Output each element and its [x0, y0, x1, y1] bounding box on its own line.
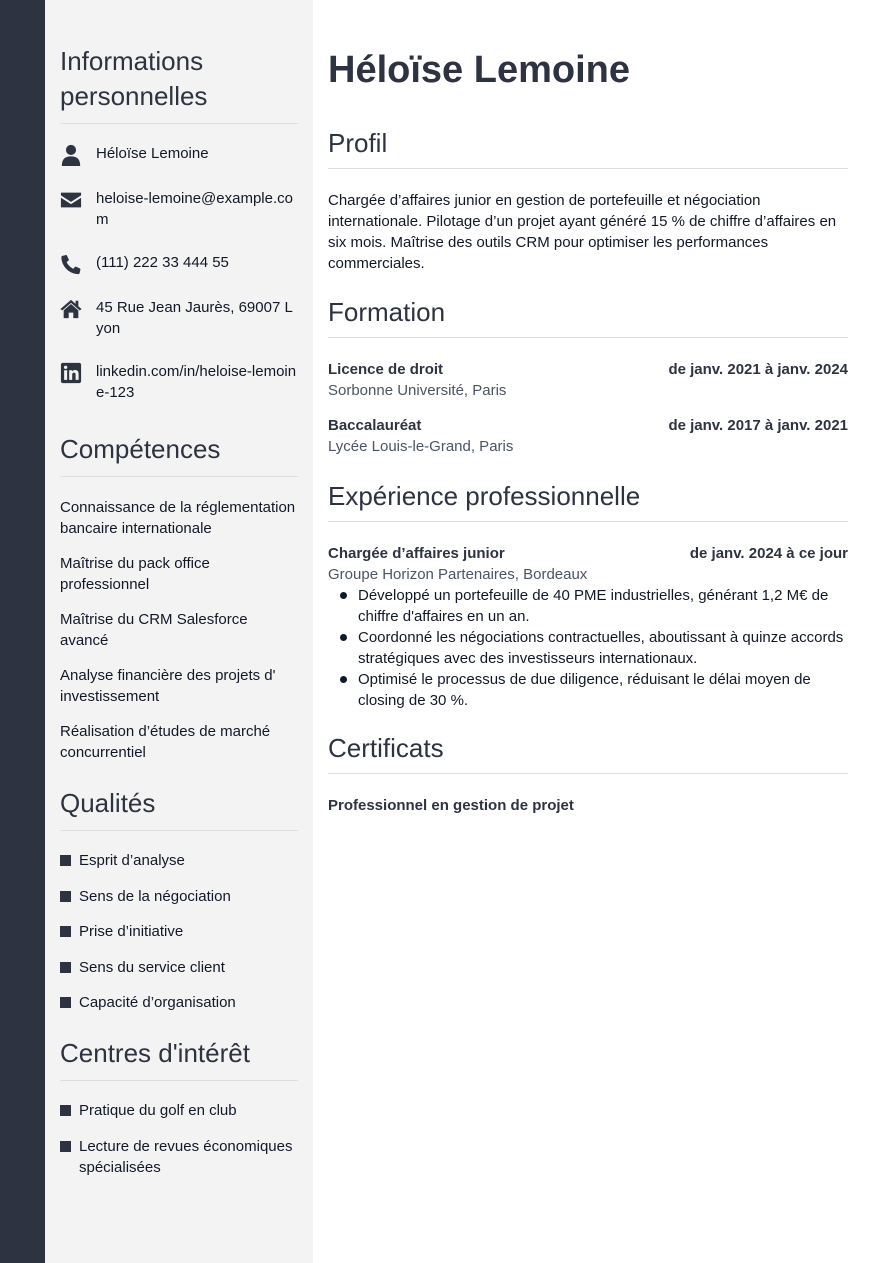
qualities-heading: Qualités: [60, 786, 298, 831]
contact-name: Héloïse Lemoine: [96, 145, 209, 162]
square-bullet-icon: [60, 1141, 71, 1152]
square-bullet-icon: [60, 855, 71, 866]
phone-icon: [60, 252, 96, 276]
personal-info-heading: Informations personnelles: [60, 44, 298, 124]
square-bullet-icon: [60, 962, 71, 973]
square-bullet-icon: [60, 891, 71, 902]
contact-email[interactable]: heloise-lemoine@example.com: [96, 190, 293, 228]
contact-linkedin-row: [60, 361, 298, 403]
experience-company: Groupe Horizon Partenaires, Bordeaux: [328, 566, 588, 583]
quality-item: Sens du service client: [60, 957, 225, 978]
experience-bullet: Optimisé le processus de due diligence, réduisant le délai moyen de closing de 30 %.: [328, 669, 848, 711]
contact-name-row: [60, 143, 298, 167]
square-bullet-icon: [60, 926, 71, 937]
envelope-icon: [60, 188, 96, 212]
education-school: Sorbonne Université, Paris: [328, 382, 507, 399]
contact-email-row: [60, 188, 298, 230]
quality-item: Capacité d’organisation: [60, 992, 236, 1013]
square-bullet-icon: [60, 1105, 71, 1116]
square-bullet-icon: [60, 997, 71, 1008]
contact-phone-row: [60, 252, 298, 276]
experience-dates: de janv. 2024 à ce jour: [689, 545, 848, 562]
interests-heading: Centres d'intérêt: [60, 1036, 298, 1081]
contact-address-row: [60, 297, 298, 339]
quality-item: Sens de la négociation: [60, 886, 231, 907]
interest-item: Lecture de revues économiques spécialisées: [60, 1136, 298, 1178]
candidate-name: Héloïse Lemoine: [328, 49, 630, 91]
certificates-heading: Certificats: [328, 731, 848, 774]
education-school: Lycée Louis-le-Grand, Paris: [328, 438, 514, 455]
skill-item: Réalisation d’études de marché concurrentiel: [60, 723, 271, 761]
education-dates: de janv. 2017 à janv. 2021: [668, 417, 848, 434]
education-heading: Formation: [328, 295, 848, 338]
person-icon: [60, 143, 96, 167]
certificate-item: Professionnel en gestion de projet: [328, 797, 574, 814]
experience-bullet: Coordonné les négociations contractuelles, aboutissant à quinze accords stratégiques avec des investisseurs internationaux.: [328, 627, 848, 669]
education-dates: de janv. 2021 à janv. 2024: [668, 361, 848, 378]
profile-heading: Profil: [328, 126, 848, 169]
skill-item: Analyse financière des projets d' investissement: [60, 667, 276, 705]
contact-address: 45 Rue Jean Jaurès, 69007 Lyon: [96, 299, 293, 337]
left-accent-strip: [0, 0, 45, 1263]
education-degree: Baccalauréat: [328, 417, 422, 434]
skill-item: Maîtrise du pack office professionnel: [60, 555, 210, 593]
linkedin-icon: [60, 361, 96, 385]
experience-bullet: Développé un portefeuille de 40 PME industrielles, générant 1,2 M€ de chiffre d'affaires en un an.: [328, 585, 848, 627]
skills-heading: Compétences: [60, 432, 298, 477]
contact-phone[interactable]: (111) 222 33 444 55: [96, 254, 229, 271]
experience-heading: Expérience professionnelle: [328, 479, 848, 522]
quality-item: Esprit d’analyse: [60, 850, 185, 871]
interest-item: Pratique du golf en club: [60, 1100, 298, 1121]
skill-item: Maîtrise du CRM Salesforce avancé: [60, 611, 248, 649]
experience-bullets: [328, 585, 848, 711]
education-degree: Licence de droit: [328, 361, 444, 378]
experience-title: Chargée d’affaires junior: [328, 545, 505, 562]
sidebar: [45, 0, 313, 1263]
profile-text: Chargée d’affaires junior en gestion de portefeuille et négociation internationale. Pilotage d’un projet ayant généré 15 % de chiffre d’affaires en six mois. Maîtrise des outils CRM pour optimiser les performances commerciales.: [328, 192, 837, 272]
contact-linkedin[interactable]: linkedin.com/in/heloise-lemoine-123: [96, 363, 297, 401]
skill-item: Connaissance de la réglementation bancaire internationale: [60, 499, 296, 537]
quality-item: Prise d’initiative: [60, 921, 183, 942]
home-icon: [60, 297, 96, 321]
